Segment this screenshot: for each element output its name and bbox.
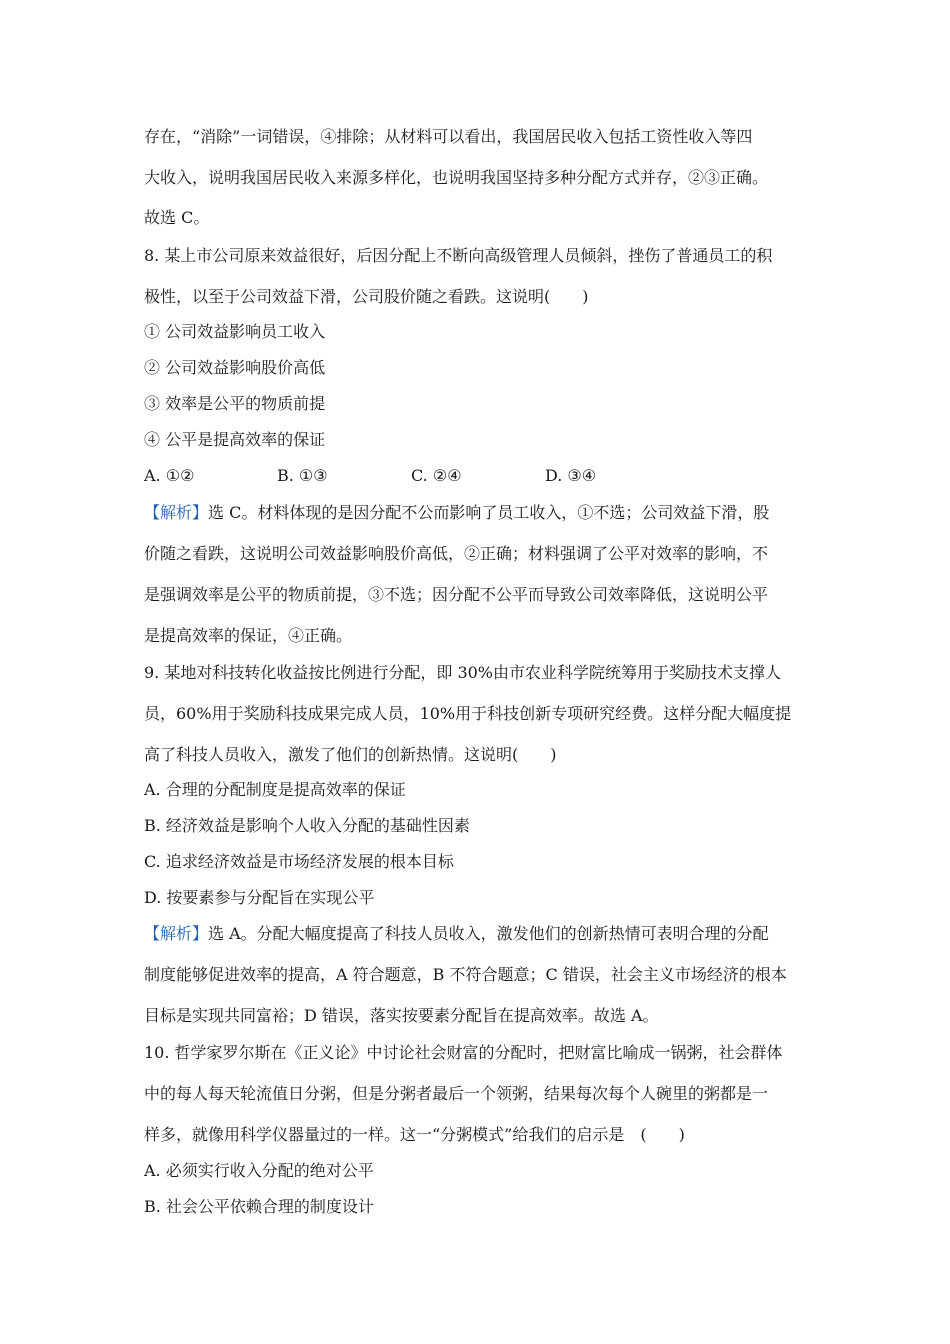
text-line: 存在，“消除”一词错误，④排除；从材料可以看出，我国居民收入包括工资性收入等四 — [144, 127, 753, 146]
analysis-line — [144, 923, 824, 945]
statement-4: ④ 公平是提高效率的保证 — [144, 430, 326, 449]
question-9-stem: 高了科技人员收入，激发了他们的创新热情。这说明( ) — [144, 745, 557, 764]
option-a: A. ①② — [144, 466, 195, 485]
option-c: C. 追求经济效益是市场经济发展的根本目标 — [144, 852, 454, 871]
question-10-stem: 中的每人每天轮流值日分粥，但是分粥者最后一个领粥，结果每次每个人碗里的粥都是一 — [144, 1084, 769, 1103]
statement-1: ① 公司效益影响员工收入 — [144, 322, 326, 341]
analysis-line — [144, 502, 824, 524]
analysis-line: 目标是实现共同富裕；D 错误，落实按要素分配旨在提高效率。故选 A。 — [144, 1006, 659, 1025]
question-8-stem: 8. 某上市公司原来效益很好，后因分配上不断向高级管理人员倾斜，挫伤了普通员工的积 — [144, 246, 773, 265]
option-a: A. 合理的分配制度是提高效率的保证 — [144, 780, 406, 799]
analysis-line: 是强调效率是公平的物质前提，③不选；因分配不公平而导致公司效率降低，这说明公平 — [144, 585, 769, 604]
question-9-stem: 员，60%用于奖励科技成果完成人员，10%用于科技创新专项研究经费。这样分配大幅度提 — [144, 704, 792, 723]
text-line: 大收入，说明我国居民收入来源多样化，也说明我国坚持多种分配方式并存，②③正确。 — [144, 168, 769, 187]
option-c: C. ②④ — [411, 466, 462, 485]
analysis-text: 选 A。分配大幅度提高了科技人员收入，激发他们的创新热情可表明合理的分配 — [208, 924, 769, 943]
analysis-line: 是提高效率的保证，④正确。 — [144, 626, 353, 645]
analysis-tag: 【解析】 — [144, 924, 209, 943]
option-b: B. 社会公平依赖合理的制度设计 — [144, 1197, 374, 1216]
analysis-text: 选 C。材料体现的是因分配不公而影响了员工收入，①不选；公司效益下滑，股 — [208, 503, 770, 522]
statement-3: ③ 效率是公平的物质前提 — [144, 394, 326, 413]
analysis-line: 制度能够促进效率的提高，A 符合题意，B 不符合题意；C 错误，社会主义市场经济的根本 — [144, 965, 787, 984]
text-line: 故选 C。 — [144, 208, 210, 227]
question-8-stem: 极性，以至于公司效益下滑，公司股价随之看跌。这说明( ) — [144, 287, 589, 306]
option-d: D. ③④ — [545, 466, 597, 485]
option-d: D. 按要素参与分配旨在实现公平 — [144, 888, 375, 907]
question-10-stem: 样多，就像用科学仪器量过的一样。这一“分粥模式”给我们的启示是 ( ) — [144, 1125, 685, 1144]
option-b: B. 经济效益是影响个人收入分配的基础性因素 — [144, 816, 470, 835]
question-9-stem: 9. 某地对科技转化收益按比例进行分配，即 30%由市农业科学院统筹用于奖励技术支撑人 — [144, 663, 782, 682]
option-b: B. ①③ — [277, 466, 328, 485]
question-10-stem: 10. 哲学家罗尔斯在《正义论》中讨论社会财富的分配时，把财富比喻成一锅粥，社会群体 — [144, 1043, 783, 1062]
statement-2: ② 公司效益影响股价高低 — [144, 358, 326, 377]
option-a: A. 必须实行收入分配的绝对公平 — [144, 1161, 374, 1180]
analysis-line: 价随之看跌，这说明公司效益影响股价高低，②正确；材料强调了公平对效率的影响，不 — [144, 544, 769, 563]
analysis-tag: 【解析】 — [144, 503, 209, 522]
